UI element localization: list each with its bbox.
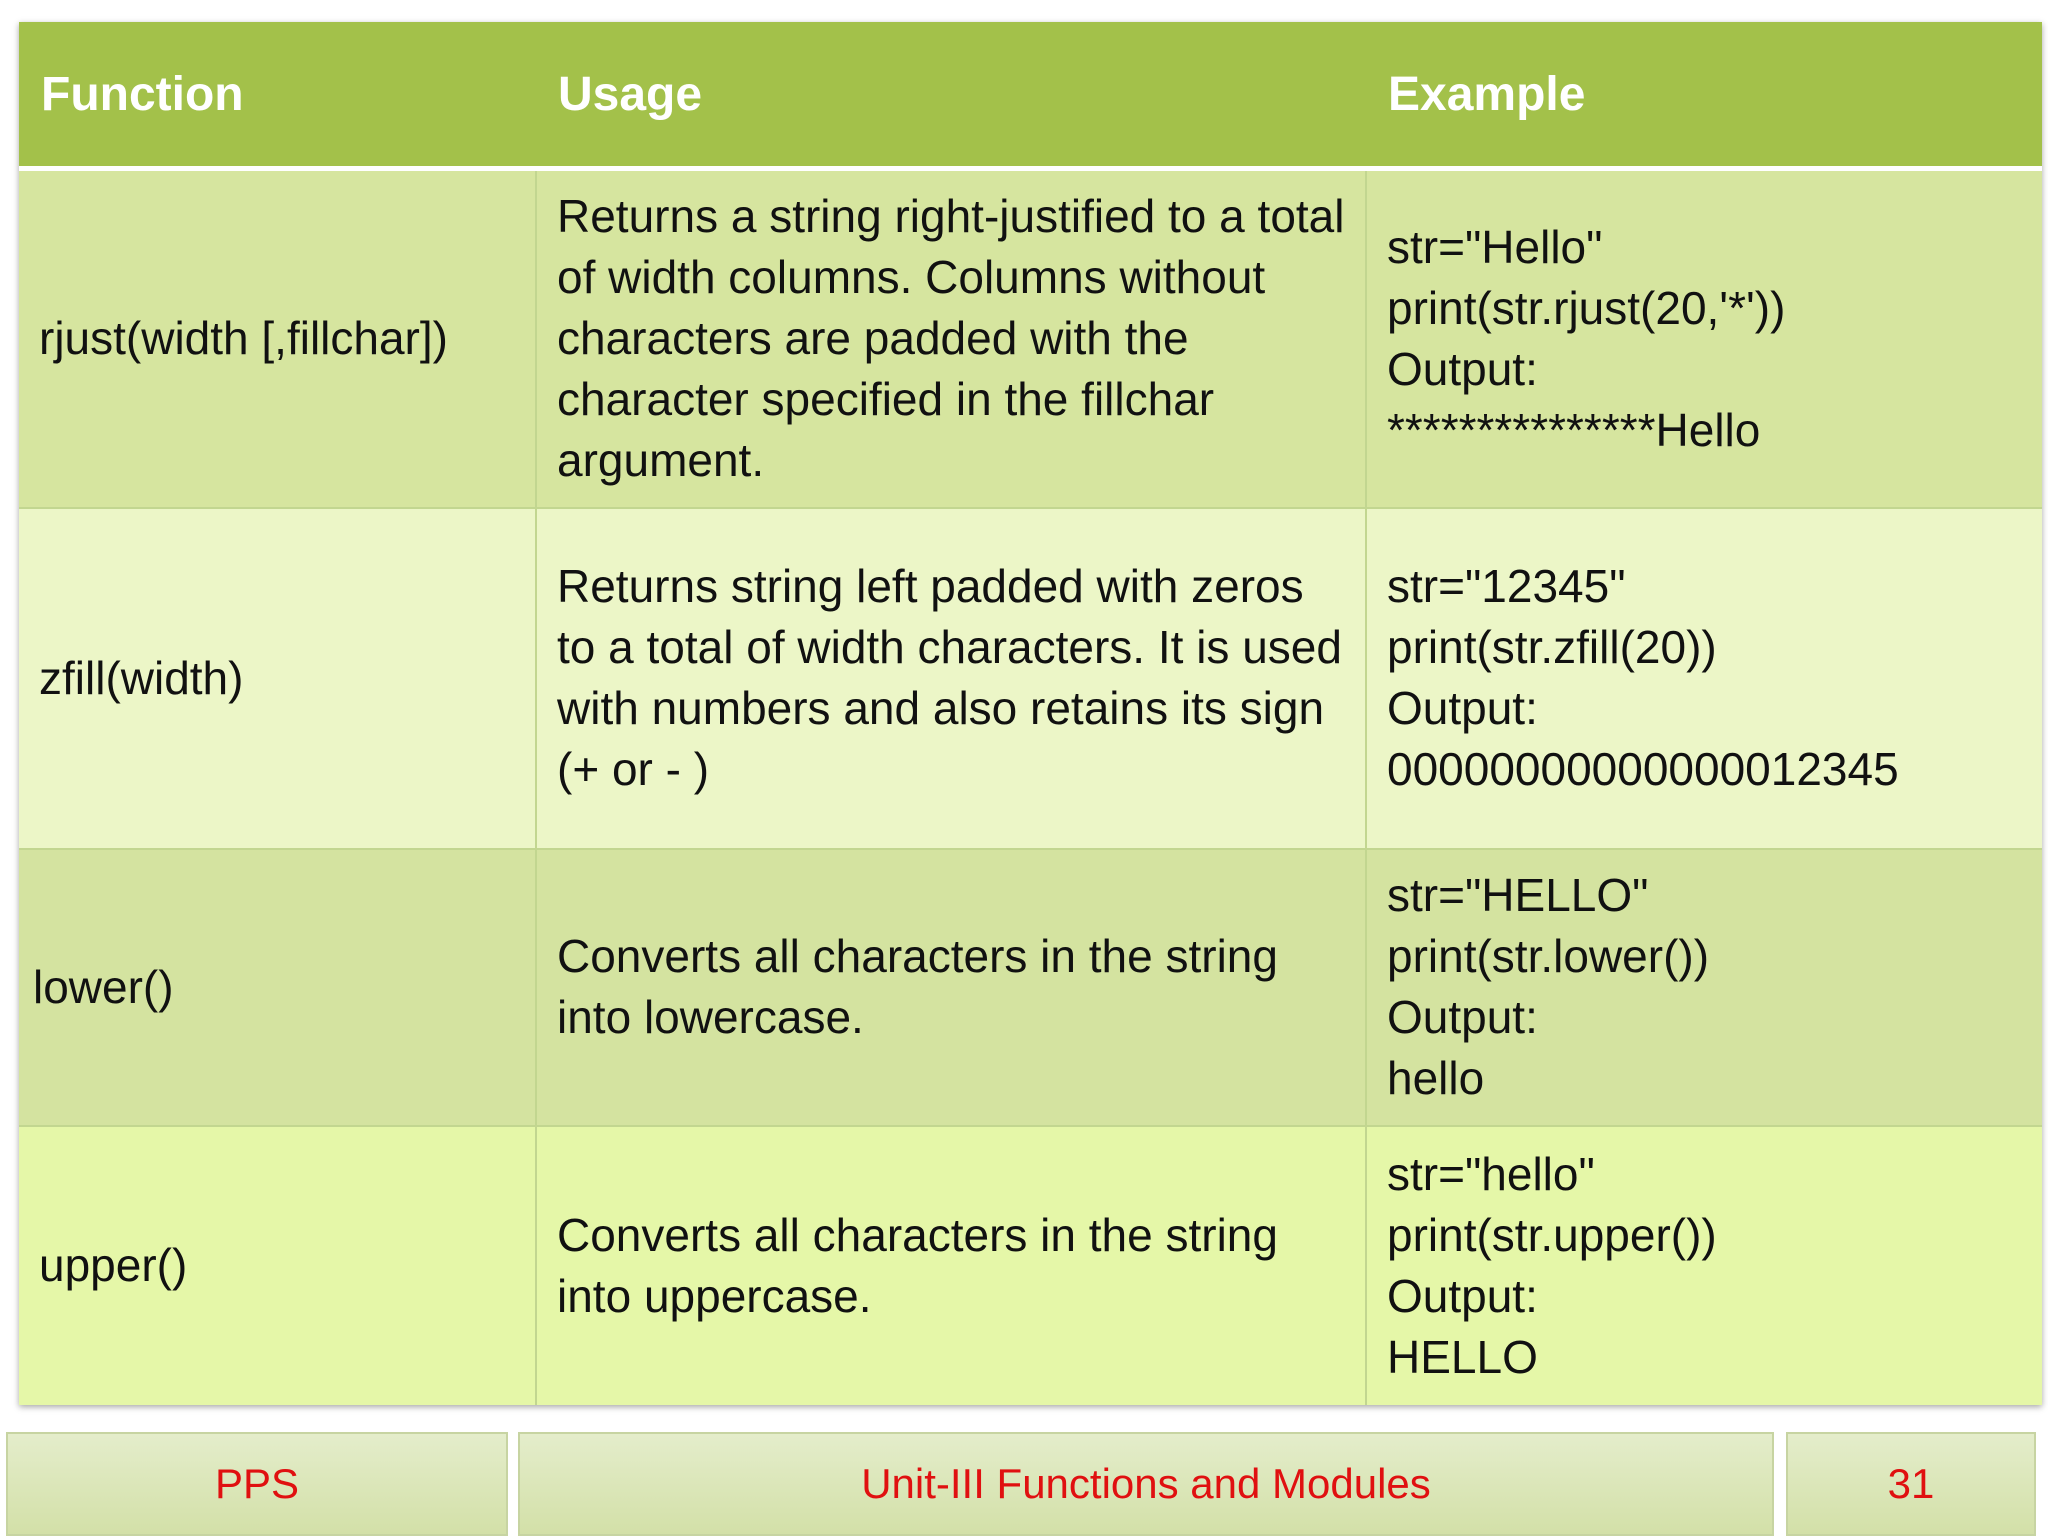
header-function: Function [19, 22, 536, 169]
function-cell: lower() [19, 849, 536, 1126]
example-line: str="12345" [1387, 560, 1626, 613]
header-usage: Usage [536, 22, 1366, 169]
example-line: ***************Hello [1387, 403, 1761, 456]
example-cell [1366, 508, 2042, 849]
example-line: str="HELLO" [1387, 869, 1649, 922]
example-line: Output: [1387, 1269, 1538, 1322]
example-line: print(str.upper()) [1387, 1208, 1717, 1261]
table-row [19, 169, 2042, 508]
example-line: print(str.lower()) [1387, 930, 1710, 983]
example-line: str="hello" [1387, 1147, 1595, 1200]
string-functions-table [19, 22, 2042, 1405]
string-functions-table-container [19, 22, 2042, 1405]
table-row [19, 1126, 2042, 1405]
table-row [19, 849, 2042, 1126]
function-cell: upper() [19, 1126, 536, 1405]
example-line: Output: [1387, 342, 1538, 395]
example-line: hello [1387, 1052, 1485, 1105]
example-line: str="Hello" [1387, 220, 1603, 273]
example-cell [1366, 1126, 2042, 1405]
footer-unit-title: Unit-III Functions and Modules [518, 1432, 1774, 1536]
function-cell: rjust(width [,fillchar]) [19, 169, 536, 508]
example-cell [1366, 169, 2042, 508]
usage-cell: Converts all characters in the string into lowercase. [536, 849, 1366, 1126]
function-cell: zfill(width) [19, 508, 536, 849]
usage-cell: Converts all characters in the string into uppercase. [536, 1126, 1366, 1405]
table-header-row [19, 22, 2042, 169]
footer-page-number: 31 [1786, 1432, 2036, 1536]
example-line: HELLO [1387, 1330, 1538, 1383]
table-row [19, 508, 2042, 849]
usage-cell: Returns a string right-justified to a total of width columns. Columns without characters are padded with the character specified in the fillchar argument. [536, 169, 1366, 508]
usage-cell: Returns string left padded with zeros to a total of width characters. It is used with numbers and also retains its sign (+ or - ) [536, 508, 1366, 849]
example-line: 00000000000000012345 [1387, 743, 1899, 796]
example-cell [1366, 849, 2042, 1126]
example-line: Output: [1387, 682, 1538, 735]
example-line: print(str.rjust(20,'*')) [1387, 281, 1786, 334]
footer-course-label: PPS [6, 1432, 508, 1536]
example-line: Output: [1387, 991, 1538, 1044]
header-example: Example [1366, 22, 2042, 169]
example-line: print(str.zfill(20)) [1387, 621, 1717, 674]
